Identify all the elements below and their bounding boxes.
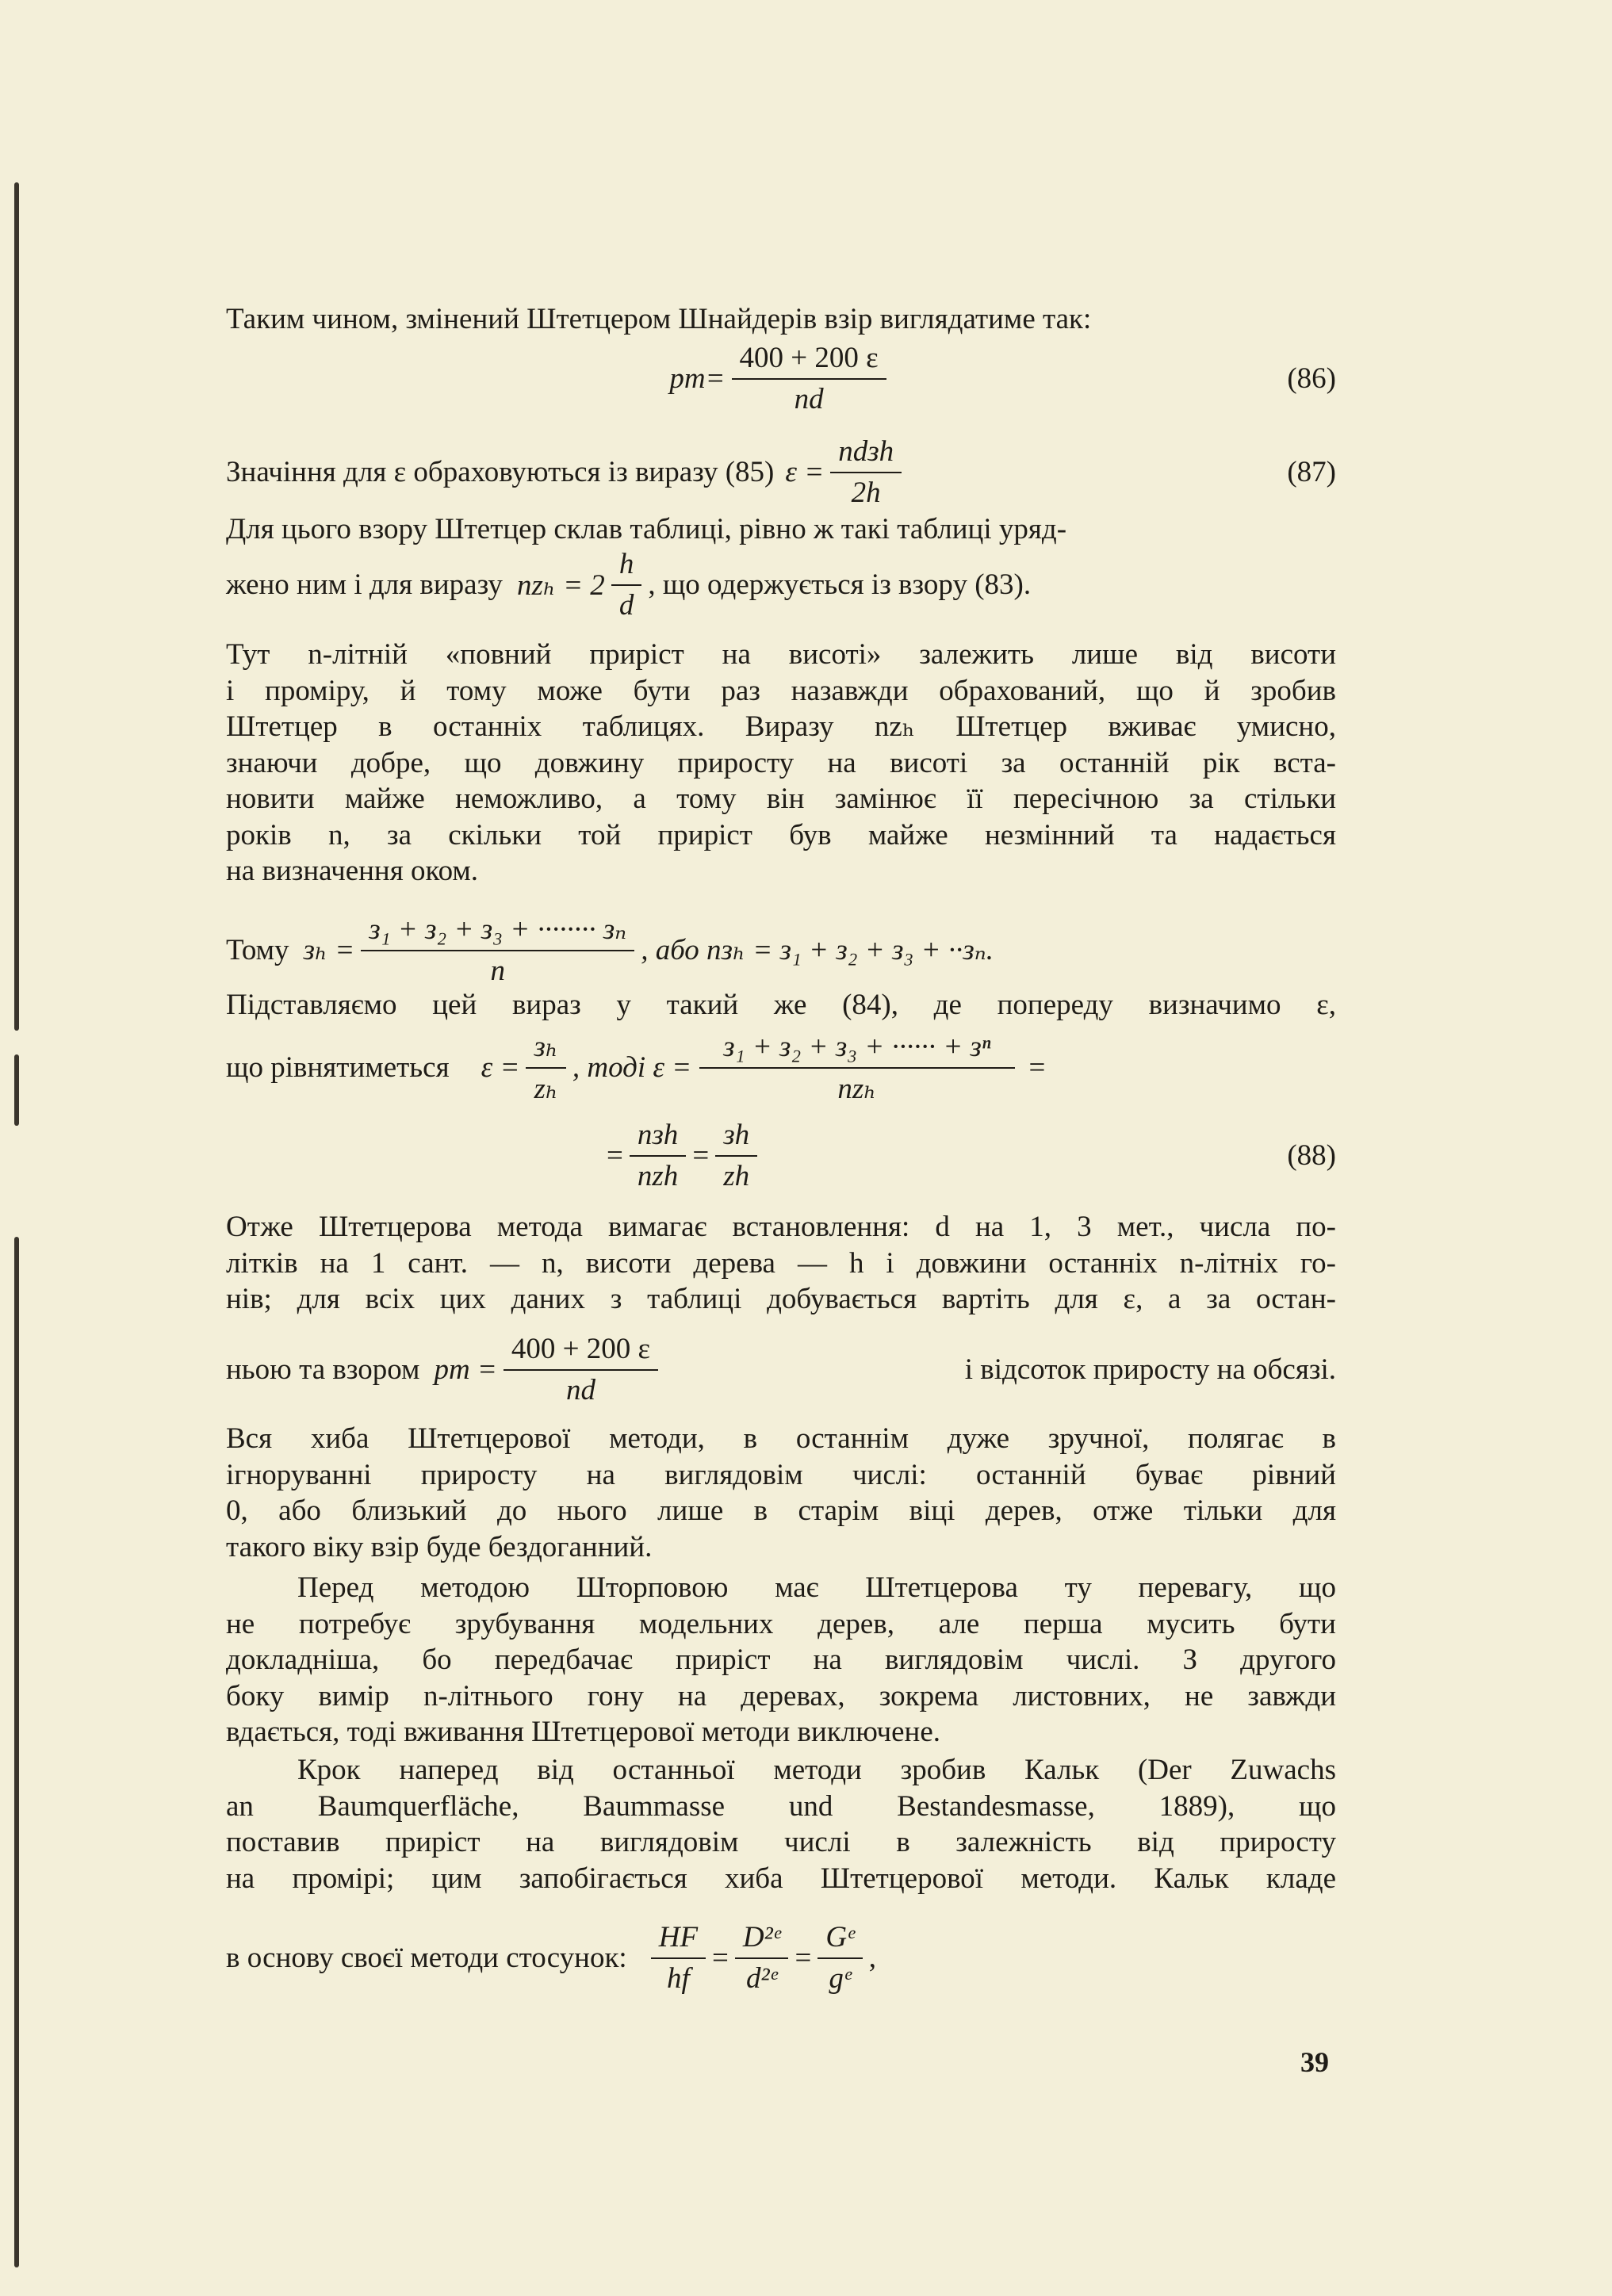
eq-lhs: pm=	[669, 362, 726, 395]
text-line: вдається, тоді вживання Штетцерової методи виключене.	[226, 1716, 941, 1748]
text-line: Тому	[226, 933, 289, 966]
paragraph-comparison	[226, 1570, 1336, 1751]
text-line: такого віку взір буде бездоганний.	[226, 1530, 653, 1563]
text-line: новити майже неможливо, а тому він замінює її пересічною за стільки	[226, 783, 1336, 815]
equation-88-second-line	[226, 1118, 1336, 1193]
eq-lhs: pm =	[434, 1353, 497, 1386]
text-line: Тут n-літній «повний приріст на висоті» залежить лише від висоти	[226, 638, 1336, 671]
fraction-denominator: nd	[794, 383, 824, 415]
fraction-numerator: D²ᵉ	[735, 1920, 789, 1959]
binding-edge-mark	[14, 1237, 19, 2267]
eq-lhs: ε =	[785, 456, 825, 488]
formula-group	[226, 1332, 664, 1407]
text-line: ігноруванні приросту на виглядовім числі: останній буває рівний	[226, 1458, 1336, 1491]
text-line: ,	[868, 1942, 876, 1974]
equation-kalk-ratio: в основу своєї методи стосунок: $\frac{HF}{hf}$ = $\frac{\text{D²ᵉ}}{\text{d²ᵉ}}$ = $\frac{\text{Gᵉ}}{\text{gᵉ}}$ ,	[226, 1921, 876, 1995]
fraction	[830, 434, 902, 510]
paragraph-tables	[226, 511, 1336, 548]
text-line: в основу своєї методи стосунок:	[226, 1942, 627, 1974]
text-line: Для цього взору Штетцер склав таблиці, рівно ж такі таблиці уряд-	[226, 513, 1067, 545]
paragraph-substitute	[226, 987, 1336, 1024]
text-line: Крок наперед від останньої методи зробив Кальк (Der Zuwachs	[297, 1754, 1336, 1786]
fraction-denominator: nzh	[637, 1160, 679, 1192]
fraction-numerator: HF	[651, 1920, 706, 1959]
paragraph-intro	[226, 301, 1336, 338]
fraction	[630, 1118, 686, 1193]
binding-edge-mark	[14, 182, 19, 1031]
fraction-numerator: ndзh	[830, 434, 902, 473]
fraction-denominator: gᵉ	[829, 1962, 852, 1995]
text-line: поставив приріст на виглядовім числі в залежність від приросту	[226, 1826, 1336, 1858]
fraction-numerator: Gᵉ	[817, 1920, 862, 1959]
equation-number: (88)	[1287, 1139, 1336, 1172]
fraction-denominator: 2h	[851, 476, 881, 509]
text-line: Вся хиба Штетцерової методи, в останнім дуже зручної, полягає в	[226, 1422, 1336, 1455]
text-line: років n, за скільки той приріст був майже незмінний та надається	[226, 818, 1336, 851]
fraction-numerator: з₁ + з₂ + з₃ + ········ зₙ	[361, 912, 634, 951]
paragraph-method-last-line	[226, 1332, 1336, 1407]
fraction-denominator: hf	[666, 1962, 690, 1995]
text-line: нів; для всіх цих даних з таблиці добувається вартіть для ε, а за остан-	[226, 1283, 1337, 1315]
text-line: an Baumquerfläche, Baummasse und Bestandesmasse, 1889), що	[226, 1789, 1336, 1823]
text-line: Таким чином, змінений Штетцером Шнайдерів взір виглядатиме так:	[226, 303, 1092, 335]
text-line: жено ним і для виразу	[226, 568, 503, 601]
text-line: Підставляємо цей вираз у такий же (84), де попереду визначимо ε,	[226, 989, 1336, 1021]
fraction	[361, 912, 634, 988]
text-line: ньою та взором	[226, 1353, 420, 1386]
fraction-numerator: зh	[715, 1118, 757, 1157]
text-line: знаючи добре, що довжину приросту на висоті за останній рік вста-	[226, 746, 1336, 779]
eq-lhs: зₕ =	[303, 934, 355, 966]
fraction-numerator: 400 + 200 ε	[504, 1332, 658, 1371]
fraction-denominator: n	[490, 955, 505, 987]
equation-number: (87)	[1287, 456, 1336, 488]
text-line: і відсоток приросту на обсязі.	[964, 1353, 1336, 1386]
text-line: , або nзₕ = з₁ + з₂ + з₃ + ··зₙ.	[641, 934, 994, 966]
equation-tomu	[226, 912, 1336, 988]
fraction	[817, 1920, 862, 1996]
fraction-numerator: nзh	[630, 1118, 686, 1157]
fraction-denominator: d²ᵉ	[746, 1962, 778, 1995]
fraction-numerator: з₁ + з₂ + з₃ + ······ + зⁿ	[699, 1030, 1014, 1069]
fraction	[611, 547, 642, 622]
text-line: =	[607, 1139, 623, 1172]
paragraph-tables-expression	[226, 547, 1336, 622]
paragraph-method-requirements	[226, 1209, 1336, 1318]
text-line: і проміру, й тому може бути раз назавжди обрахований, що й зробив	[226, 674, 1336, 707]
fraction-numerator: зₕ	[526, 1029, 565, 1069]
fraction	[504, 1332, 658, 1407]
text-line: літків на 1 сант. — n, висоти дерева — h і довжини останніх n-літніх го-	[226, 1246, 1336, 1280]
fraction	[699, 1030, 1014, 1106]
fraction-denominator: d	[618, 589, 634, 622]
text-line: боку вимір n-літнього гону на деревах, зокрема листовних, не завжди	[226, 1679, 1336, 1712]
text-line: Значіння для ε обраховуються із виразу (85)	[226, 456, 775, 488]
text-line: , тоді ε =	[572, 1051, 692, 1084]
eq-lhs: nzₕ = 2	[516, 568, 605, 602]
text-line: на промірі; цим запобігається хиба Штетцерової методи. Кальк кладе	[226, 1862, 1336, 1895]
text-line: Перед методою Шторповою має Штетцерова ту перевагу, що	[297, 1571, 1336, 1604]
text-line: =	[1028, 1051, 1046, 1084]
fraction	[715, 1118, 757, 1193]
fraction-denominator: nd	[565, 1374, 595, 1406]
text-line: не потребує зрубування модельних дерев, але перша мусить бути	[226, 1607, 1336, 1640]
fraction	[526, 1029, 565, 1106]
text-line: що рівнятиметься	[226, 1051, 450, 1084]
equation-number: (86)	[1287, 362, 1336, 395]
paragraph-height-growth	[226, 637, 1336, 890]
equation-88-first-line	[226, 1029, 1336, 1106]
text-line: Отже Штетцерова метода вимагає встановлення: d на 1, 3 мет., числа по-	[226, 1211, 1336, 1243]
fraction-numerator: 400 + 200 ε	[732, 341, 886, 380]
text-line: 0, або близький до нього лише в старім віці дерев, отже тільки для	[226, 1494, 1336, 1527]
paragraph-flaw	[226, 1421, 1336, 1565]
text-line: докладніша, бо передбачає приріст на виглядовім числі. З другого	[226, 1644, 1336, 1676]
equation-87	[226, 434, 1336, 510]
text-line: на визначення оком.	[226, 855, 479, 887]
text-line: , що одержується із взору (83).	[648, 568, 1032, 601]
page-number: 39	[1300, 2046, 1329, 2078]
fraction-numerator: h	[611, 547, 642, 586]
fraction	[651, 1920, 706, 1996]
fraction-denominator: zh	[723, 1160, 750, 1192]
eq-lhs: ε =	[481, 1051, 520, 1084]
fraction	[732, 341, 886, 416]
equation-86	[226, 341, 1336, 416]
fraction-denominator: nzₕ	[837, 1072, 877, 1105]
fraction	[735, 1920, 789, 1996]
paragraph-kalk	[226, 1752, 1336, 1896]
text-line: =	[692, 1139, 710, 1172]
binding-edge-mark	[14, 1054, 19, 1126]
fraction-denominator: zₕ	[534, 1073, 558, 1105]
text-line: Штетцер в останніх таблицях. Виразу nzₕ Штетцер вживає умисно,	[226, 710, 1336, 743]
